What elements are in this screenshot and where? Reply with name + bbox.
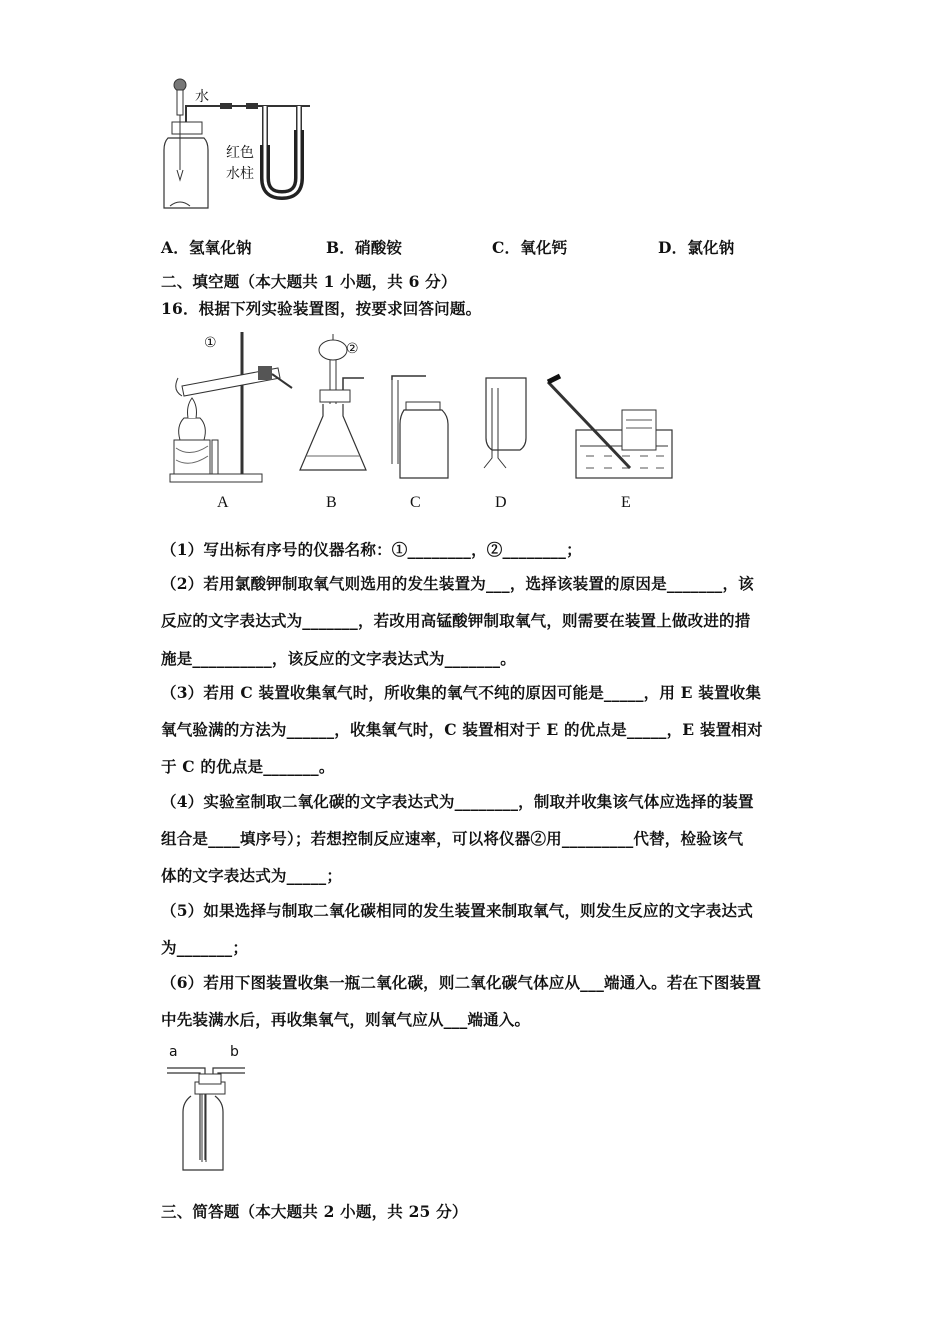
marker-2: ② (346, 341, 359, 357)
q-line-1: （1）写出标有序号的仪器名称：①________，②________； (161, 540, 582, 559)
label-column: 水柱 (226, 166, 254, 182)
q-line-8: （4）实验室制取二氧化碳的文字表达式为________，制取并收集该气体应选择的装置 (161, 792, 754, 811)
option-d[interactable]: D．氯化钠 (658, 238, 735, 257)
apparatus-label-c: C (410, 494, 421, 511)
figure-gas-bottle (165, 1060, 255, 1175)
option-c[interactable]: C．氧化钙 (492, 238, 568, 257)
q-line-13: （6）若用下图装置收集一瓶二氧化碳，则二氧化碳气体应从___端通入。若在下图装置 (161, 973, 762, 992)
figure-apparatus-a-to-e (160, 328, 690, 488)
q-line-2: （2）若用氯酸钾制取氧气则选用的发生装置为___，选择该装置的原因是_______，该 (161, 574, 754, 593)
section3-title: 三、简答题（本大题共 2 小题，共 25 分） (161, 1202, 468, 1221)
q-line-11: （5）如果选择与制取二氧化碳相同的发生装置来制取氧气，则发生反应的文字表达式 (161, 901, 753, 920)
q-line-5: （3）若用 C 装置收集氧气时，所收集的氧气不纯的原因可能是_____，用 E 装置收集 (161, 683, 762, 702)
marker-1: ① (204, 335, 217, 351)
q-line-3: 反应的文字表达式为_______，若改用高锰酸钾制取氧气，则需要在装置上做改进的措 (161, 611, 751, 630)
section2-title: 二、填空题（本大题共 1 小题，共 6 分） (161, 272, 457, 291)
option-b[interactable]: B．硝酸铵 (326, 238, 403, 257)
label-water: 水 (195, 89, 209, 105)
bottle-label-b: b (230, 1044, 239, 1060)
apparatus-label-e: E (621, 494, 631, 511)
q-line-7: 于 C 的优点是_______。 (161, 757, 335, 776)
bottle-label-a: a (169, 1044, 178, 1060)
option-a[interactable]: A．氢氧化钠 (161, 238, 252, 257)
q-line-9: 组合是____填序号）；若想控制反应速率，可以将仪器②用_________代替，检验该气 (161, 829, 744, 848)
apparatus-label-a: A (217, 494, 229, 511)
q-line-4: 施是__________，该反应的文字表达式为_______。 (161, 649, 516, 668)
label-red: 红色 (226, 145, 254, 161)
q16-stem: 16．根据下列实验装置图，按要求回答问题。 (161, 299, 482, 318)
q-line-14: 中先装满水后，再收集氧气，则氧气应从___端通入。 (161, 1010, 531, 1029)
q-line-10: 体的文字表达式为_____； (161, 866, 343, 885)
q-line-12: 为_______； (161, 938, 249, 957)
q-line-6: 氧气验满的方法为______，收集氧气时，C 装置相对于 E 的优点是_____，E 装置相对 (161, 720, 763, 739)
apparatus-label-b: B (326, 494, 337, 511)
apparatus-label-d: D (495, 494, 507, 511)
